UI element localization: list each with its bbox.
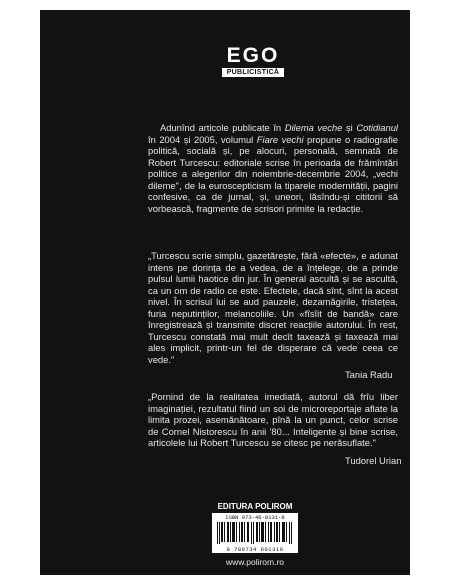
quote-author-1: Tania Radu	[345, 369, 393, 380]
ean-number: 9 789734 601318	[226, 546, 284, 553]
publisher-website[interactable]: www.polirom.ro	[225, 557, 285, 567]
logo-sub-text: PUBLICISTICĂ	[222, 68, 284, 77]
publication-title: Cotidianul	[356, 122, 399, 133]
book-title: Fiare vechi	[256, 133, 304, 145]
publisher-name: EDITURA POLIROM	[217, 502, 293, 511]
intro-paragraph	[148, 122, 398, 214]
ego-publicistica-logo	[222, 45, 284, 77]
intro-text: Adunînd articole publicate în	[160, 122, 285, 133]
barcode-icon	[217, 522, 293, 544]
isbn-number: ISBN 973-46-0131-8	[225, 514, 285, 521]
isbn-barcode	[212, 513, 298, 553]
intro-text: propune o radiografie politică, socială și, pe alocuri, personală, semnată de Robert Turcescu: editoriale scrise în perioada de frămîntări politice a alegerilor din noiembrie-decembrie 2004, „vechi dileme", de la euroscepticism la tiparele modernității, pagini confesive, ca de jurnal, și, uneori, lăsîndu-și cititorii să vorbească, fragmente de scrisori primite la redacție.	[148, 133, 399, 214]
review-quote-2: „Pornind de la realitatea imediată, autorul dă frîu liber imaginației, rezultatul fiind un soi de microreportaje aflate la limita prozei, asemănătoare, pînă la un punct, celor scrise de Cornel Nistorescu în anii '80... Inteligente și bine scrise, articolele lui Robert Turcescu se citesc pe nerăsuflate."	[148, 391, 398, 448]
intro-text: și	[342, 122, 357, 133]
book-back-cover	[40, 10, 410, 575]
logo-main-text: EGO	[226, 44, 280, 67]
review-quote-1: „Turcescu scrie simplu, gazetărește, fără «efecte», e adunat intens pe dorința de a vedea, de a înțelege, de a prinde pulsul lumii haotice din jur. În general ascultă și se ascultă, ca un om de radio ce este. Efectele, dacă sînt, sînt la acest nivel. În scrisul lui se aud pauzele, dezamăgirile, tristețea, furia neputinților, melancoliile. Un «fîsîit de bandă» care înregistrează și transmite discret reacțiile autorului. În rest, Turcescu constată mai mult decît taxează și taxează mai ales implicit, printr-un fel de disperare că vede ceea ce vede."	[148, 250, 398, 365]
publication-title: Dilema veche	[284, 122, 343, 133]
quote-author-2: Tudorel Urian	[345, 455, 402, 466]
intro-text: în 2004 și 2005, volumul	[148, 133, 257, 145]
